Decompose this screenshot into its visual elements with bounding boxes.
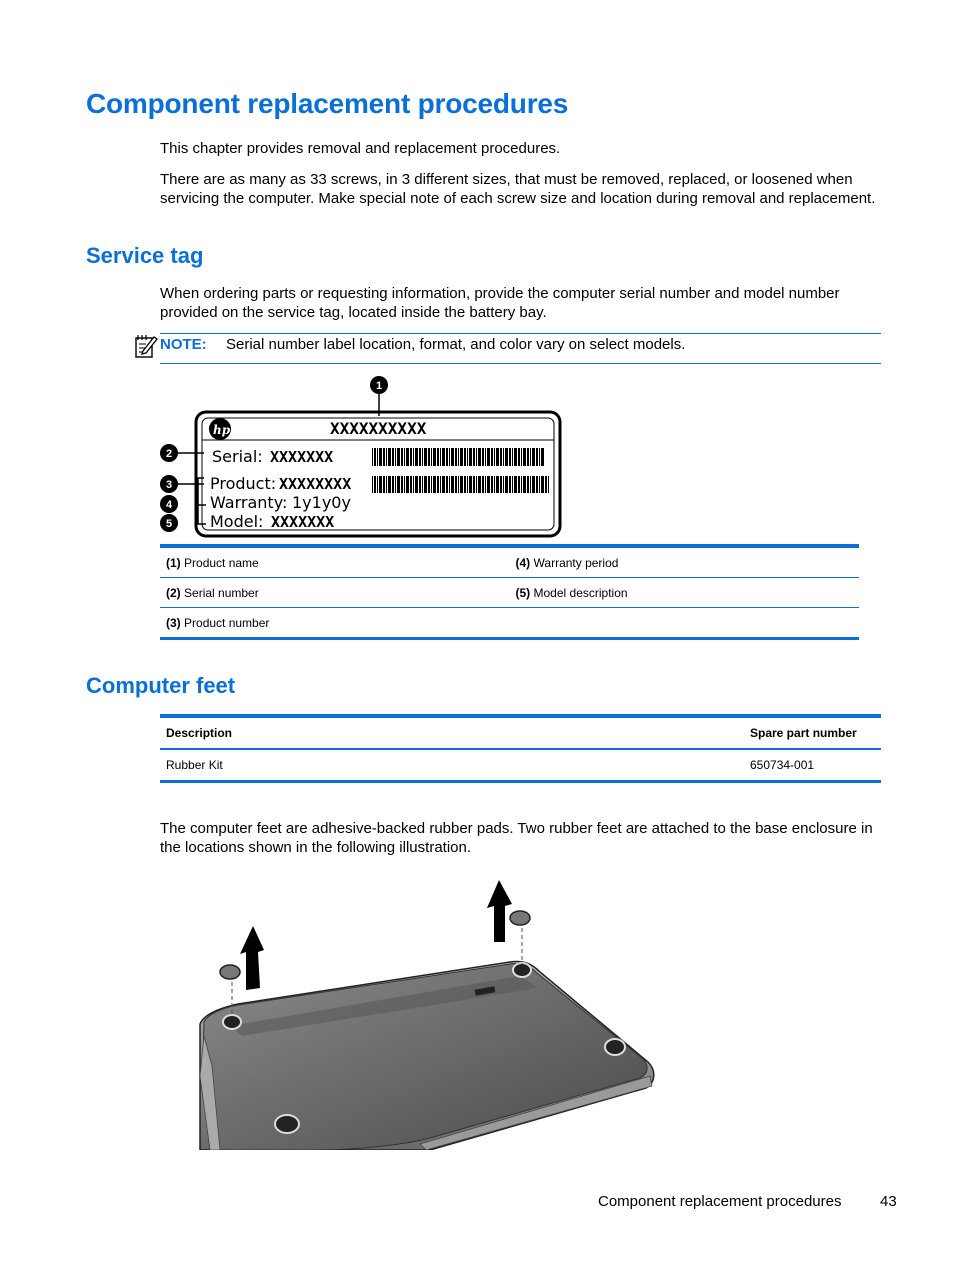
label-model-caption: Model: [210, 512, 264, 531]
table-header-row [160, 716, 881, 749]
table-row [160, 749, 881, 782]
product-barcode [372, 476, 550, 493]
computer-feet-heading: Computer feet [86, 673, 236, 698]
legend-cell: (3) Product number [160, 608, 510, 639]
label-model-value: XXXXXXX [271, 513, 335, 531]
service-tag-legend-table [160, 544, 859, 640]
service-tag-heading: Service tag [86, 243, 204, 268]
svg-text:3: 3 [165, 479, 173, 491]
foot-well [605, 1039, 625, 1055]
column-header-description: Description [160, 716, 744, 749]
footer-section: Component replacement procedures [598, 1193, 842, 1210]
column-header-spare-part: Spare part number [744, 716, 881, 749]
service-tag-paragraph: When ordering parts or requesting information, provide the computer serial number and model number provided on the service tag, located inside the battery bay. [160, 285, 840, 321]
svg-text:2: 2 [165, 448, 173, 460]
arrow-up-icon [487, 880, 512, 942]
serial-barcode [372, 448, 544, 466]
legend-cell [510, 608, 860, 639]
label-product-value: XXXXXXXX [279, 475, 352, 493]
intro-paragraph-2: There are as many as 33 screws, in 3 different sizes, that must be removed, replaced, or loosened when servicing the computer. Make special note of each screw size and location during removal and replacement. [160, 171, 876, 207]
cell-spare-part: 650734-001 [750, 758, 815, 772]
callout-1-text: 1 [375, 380, 383, 392]
note-icon [134, 334, 158, 360]
note-label: NOTE: [160, 336, 207, 353]
foot-well [513, 963, 531, 977]
laptop-base [200, 961, 654, 1150]
page-title: Component replacement procedures [86, 88, 569, 119]
label-serial-value: XXXXXXX [270, 448, 334, 466]
svg-text:4: 4 [165, 499, 173, 511]
arrow-up-icon [240, 926, 264, 990]
cell-description: Rubber Kit [166, 758, 223, 772]
legend-cell: (1) Product name [166, 555, 259, 570]
svg-text:5: 5 [165, 518, 173, 530]
foot-well [275, 1115, 299, 1133]
table-row [160, 578, 859, 608]
label-warranty-caption: Warranty: [210, 493, 288, 512]
rubber-foot [510, 911, 530, 925]
foot-well [223, 1015, 241, 1029]
label-product-name: XXXXXXXXXX [330, 419, 427, 438]
computer-feet-illustration [190, 876, 660, 1150]
label-warranty-value: 1y1y0y [292, 493, 351, 512]
note-box [160, 333, 881, 364]
callout-4 [160, 495, 178, 513]
label-serial-caption: Serial: [212, 447, 263, 466]
label-product-caption: Product: [210, 474, 277, 493]
computer-feet-paragraph: The computer feet are adhesive-backed rubber pads. Two rubber feet are attached to the base enclosure in the locations shown in the following illustration. [160, 820, 873, 856]
footer-page-number: 43 [880, 1193, 897, 1210]
intro-paragraph-1: This chapter provides removal and replacement procedures. [160, 140, 561, 157]
service-tag-illustration [158, 372, 568, 544]
table-row [160, 608, 859, 639]
rubber-foot [220, 965, 240, 979]
svg-text:hp: hp [213, 423, 231, 437]
legend-cell: (5) Model description [510, 578, 860, 608]
hp-logo [209, 418, 231, 440]
table-row [160, 546, 859, 578]
note-text: Serial number label location, format, and color vary on select models. [226, 336, 686, 353]
callout-5 [160, 514, 178, 532]
computer-feet-table [160, 714, 881, 783]
legend-cell: (2) Serial number [160, 578, 510, 608]
legend-cell: (4) Warranty period [515, 555, 619, 570]
